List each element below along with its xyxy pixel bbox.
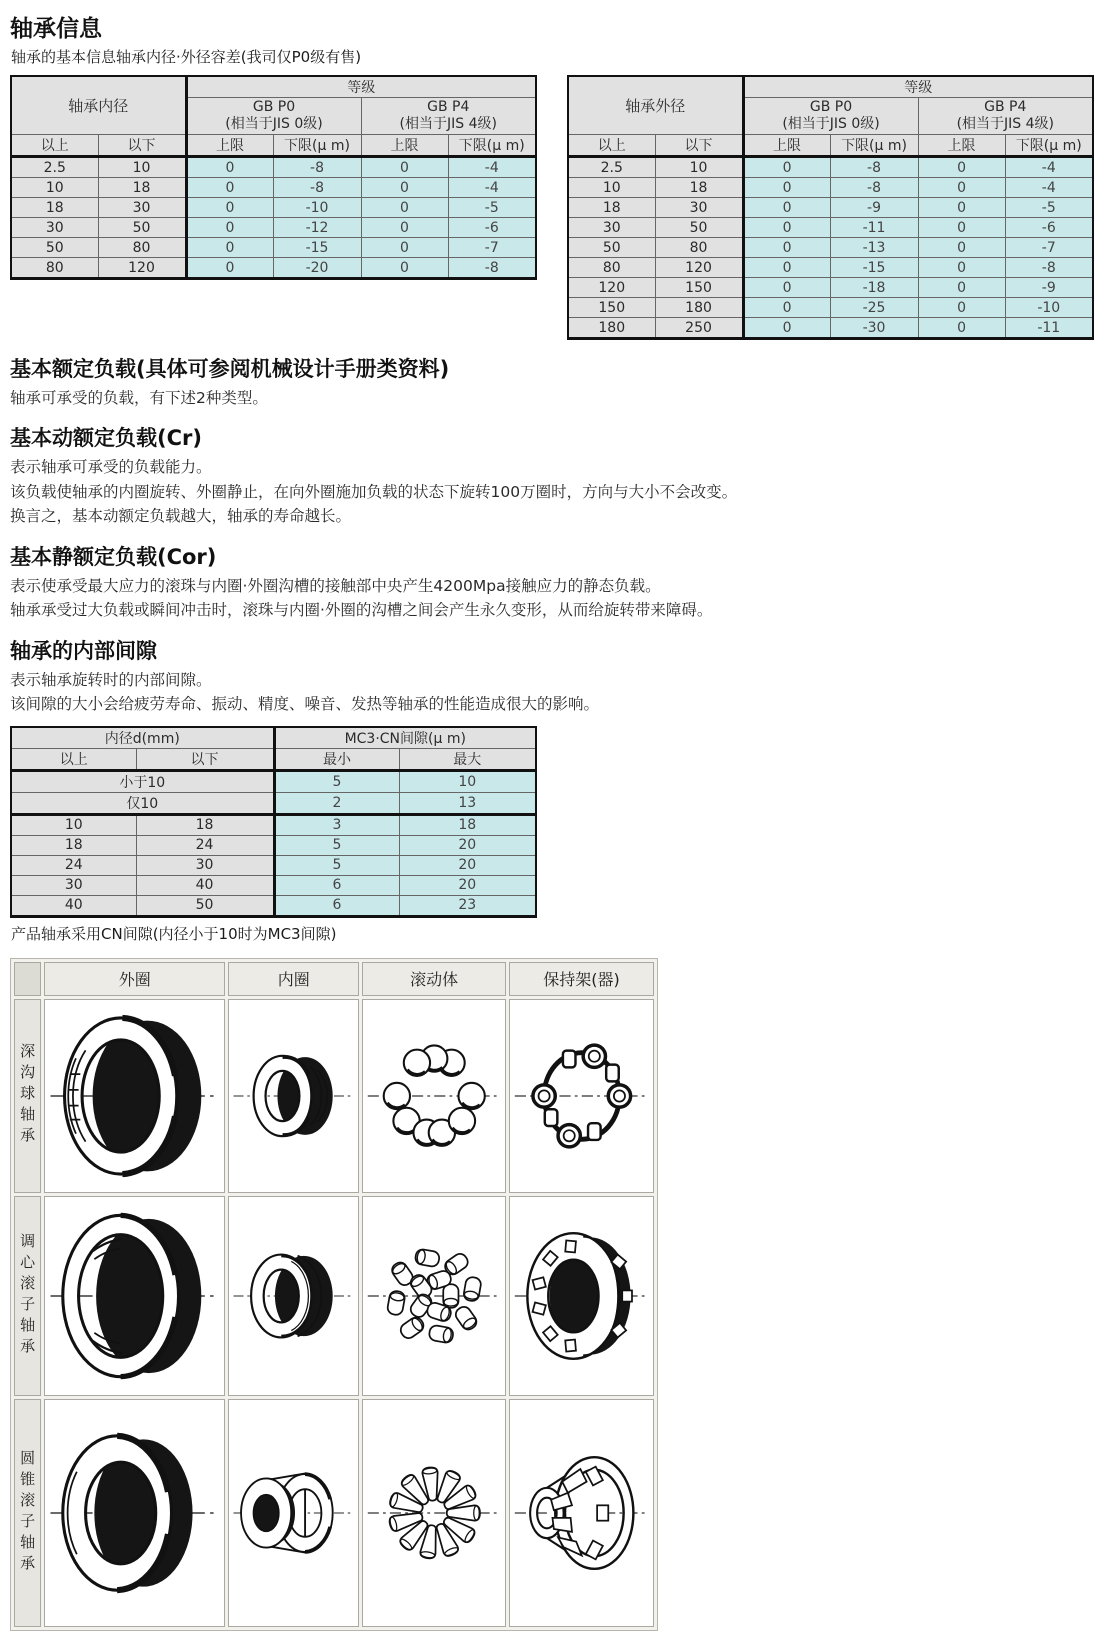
table-row: [11, 855, 536, 875]
section-dynamic-load: [10, 422, 1090, 527]
cell: 10: [655, 157, 743, 178]
span-row: [11, 792, 536, 814]
cell: 仅10: [11, 792, 274, 814]
col-upper: 上限: [743, 135, 830, 157]
cell: 0: [743, 157, 830, 178]
paragraph: 换言之，基本动额定负载越大，轴承的寿命越长。: [10, 507, 352, 526]
cell: -9: [830, 198, 918, 218]
cell: -6: [1005, 218, 1093, 238]
cell: 0: [743, 258, 830, 278]
cell: -6: [448, 218, 536, 238]
table-row: [568, 178, 1093, 198]
component-header-row: [14, 962, 654, 996]
cell: -13: [830, 238, 918, 258]
cell: -4: [1005, 157, 1093, 178]
cell: 0: [186, 218, 273, 238]
cell: 0: [186, 178, 273, 198]
cell: 2: [274, 792, 399, 814]
cell: 180: [655, 298, 743, 318]
cell: 10: [11, 178, 98, 198]
cell: 0: [743, 238, 830, 258]
cell: 50: [568, 238, 655, 258]
paragraph: 轴承可承受的负载，有下述2种类型。: [10, 389, 268, 407]
cell: 0: [743, 178, 830, 198]
cell: 0: [361, 258, 448, 279]
cell: 0: [361, 218, 448, 238]
cell: 80: [98, 238, 186, 258]
table-row: [568, 318, 1093, 339]
col-max: 最大: [399, 748, 536, 770]
table-row: [568, 278, 1093, 298]
cell: 10: [11, 814, 136, 835]
cell: -4: [448, 178, 536, 198]
cell: 0: [918, 218, 1005, 238]
outer-table-body: [568, 157, 1093, 339]
deep-groove-cage-image: [512, 1002, 652, 1190]
cell: -20: [273, 258, 361, 279]
gbp4-cell: GB P4 (相当于JIS 4级): [361, 98, 536, 135]
cell: -8: [830, 157, 918, 178]
tapered-inner-ring-image: [231, 1402, 357, 1624]
table-title-cell: 轴承内径: [11, 76, 186, 135]
cell: 18: [11, 198, 98, 218]
deep-groove-balls-image: [365, 1002, 504, 1190]
cell: -10: [273, 198, 361, 218]
cell: 18: [399, 814, 536, 835]
col-header-cage: 保持架(器): [509, 962, 654, 996]
table-row: [11, 895, 536, 916]
grade-header-row: [11, 76, 536, 98]
cell: 0: [361, 157, 448, 178]
cell: 3: [274, 814, 399, 835]
table-row: [568, 218, 1093, 238]
cell: 6: [274, 895, 399, 916]
cell: 0: [743, 298, 830, 318]
cell: 50: [136, 895, 274, 916]
cell: 150: [568, 298, 655, 318]
cell: 5: [274, 770, 399, 792]
cell: -8: [273, 157, 361, 178]
clearance-note: 产品轴承采用CN间隙(内径小于10时为MC3间隙): [11, 924, 337, 943]
cell: -18: [830, 278, 918, 298]
cell: 30: [655, 198, 743, 218]
gbp0-cell: GB P0 (相当于JIS 0级): [743, 98, 918, 135]
component-row-spherical-roller: [14, 1196, 654, 1396]
tapered-cage-image: [512, 1402, 652, 1624]
cell: 50: [11, 238, 98, 258]
cell: 0: [186, 258, 273, 279]
column-header-row: [11, 748, 536, 770]
table-row: [568, 157, 1093, 178]
col-upper: 上限: [186, 135, 273, 157]
cell: 10: [98, 157, 186, 178]
cell: -12: [273, 218, 361, 238]
cell: 0: [186, 157, 273, 178]
cell: 80: [11, 258, 98, 279]
cell: -15: [830, 258, 918, 278]
col-under: 以下: [98, 135, 186, 157]
diameter-header-cell: 内径d(mm): [11, 727, 274, 749]
cell: 0: [361, 198, 448, 218]
spherical-roller-inner-ring-image: [231, 1199, 357, 1393]
cell: 18: [11, 835, 136, 855]
table-row: [568, 258, 1093, 278]
cell: 0: [918, 178, 1005, 198]
cell: 24: [11, 855, 136, 875]
cell: 2.5: [11, 157, 98, 178]
table-row: [568, 238, 1093, 258]
table-row: [568, 298, 1093, 318]
spherical-rollers-image: [365, 1199, 504, 1393]
cell: 18: [136, 814, 274, 835]
cell: 30: [11, 875, 136, 895]
cell: 30: [136, 855, 274, 875]
cell: -4: [1005, 178, 1093, 198]
section-static-load: [10, 541, 1090, 622]
cell: 0: [361, 238, 448, 258]
clearance-table: [10, 726, 537, 918]
outer-diameter-tolerance-table: [567, 75, 1094, 340]
table-row: [11, 875, 536, 895]
cell: 150: [655, 278, 743, 298]
page-subtitle: 轴承的基本信息轴承内径·外径容差(我司仅P0级有售): [11, 48, 362, 66]
inner-table-body: [11, 157, 536, 279]
col-lower: 下限(μ m): [273, 135, 361, 157]
inner-diameter-tolerance-table: [10, 75, 537, 280]
cell: -9: [1005, 278, 1093, 298]
tolerance-tables-row: [10, 75, 1090, 340]
cell: 0: [743, 318, 830, 339]
column-header-row: [11, 135, 536, 157]
cell: -15: [273, 238, 361, 258]
cell: 0: [186, 238, 273, 258]
cell: 0: [918, 278, 1005, 298]
row-label-deep-groove: 深沟球轴承: [14, 999, 41, 1193]
cell: -10: [1005, 298, 1093, 318]
cell: 18: [98, 178, 186, 198]
cell: -11: [1005, 318, 1093, 339]
cell: 23: [399, 895, 536, 916]
cell: 0: [918, 298, 1005, 318]
table-row: [11, 218, 536, 238]
cell: 20: [399, 835, 536, 855]
cell: 5: [274, 855, 399, 875]
paragraph: 表示轴承旋转时的内部间隙。: [10, 670, 212, 689]
cell: 0: [918, 157, 1005, 178]
cell: 120: [568, 278, 655, 298]
table-row: [11, 814, 536, 835]
cell: 0: [918, 198, 1005, 218]
cell: 50: [98, 218, 186, 238]
section-heading: 轴承的内部间隙: [10, 638, 157, 663]
tapered-rollers-image: [365, 1402, 504, 1624]
col-under: 以下: [136, 748, 274, 770]
section-internal-clearance: [10, 635, 1090, 716]
col-lower: 下限(μ m): [830, 135, 918, 157]
deep-groove-outer-ring-image: [47, 1002, 222, 1190]
mc-header-cell: MC3·CN间隙(μ m): [274, 727, 536, 749]
section-heading: 基本额定负载(具体可参阅机械设计手册类资料): [10, 357, 450, 381]
cell: 80: [655, 238, 743, 258]
row-label-spherical-roller: 调心滚子轴承: [14, 1196, 41, 1396]
cell: 0: [743, 278, 830, 298]
cell: 30: [568, 218, 655, 238]
spherical-roller-cage-image: [512, 1199, 652, 1393]
clearance-header-row: [11, 727, 536, 749]
cell: 2.5: [568, 157, 655, 178]
spherical-roller-outer-ring-image: [47, 1199, 222, 1393]
clearance-table-body: [11, 814, 536, 916]
cell: 120: [98, 258, 186, 279]
cell: 13: [399, 792, 536, 814]
page-title: 轴承信息: [10, 16, 102, 42]
cell: 18: [655, 178, 743, 198]
column-header-row: [568, 135, 1093, 157]
cell: 180: [568, 318, 655, 339]
cell: 小于10: [11, 770, 274, 792]
paragraph: 该负载使轴承的内圈旋转、外圈静止，在向外圈施加负载的状态下旋转100万圈时，方向与大小不会改变。: [10, 482, 738, 501]
cell: 50: [655, 218, 743, 238]
table-row: [568, 198, 1093, 218]
cell: 250: [655, 318, 743, 339]
table-row: [11, 258, 536, 279]
cell: 0: [918, 238, 1005, 258]
cell: -5: [448, 198, 536, 218]
cell: 10: [399, 770, 536, 792]
grade-cell: 等级: [186, 76, 536, 98]
paragraph: 表示使承受最大应力的滚珠与内圈·外圈沟槽的接触部中央产生4200Mpa接触应力的静态负载。: [10, 576, 661, 595]
cell: -7: [448, 238, 536, 258]
cell: 30: [11, 218, 98, 238]
table-row: [11, 835, 536, 855]
cell: -4: [448, 157, 536, 178]
paragraph: 表示轴承可承受的负载能力。: [10, 458, 212, 477]
cell: 0: [918, 258, 1005, 278]
cell: 0: [743, 218, 830, 238]
grade-header-row: [568, 76, 1093, 98]
cell: 120: [655, 258, 743, 278]
col-header-outer-ring: 外圈: [44, 962, 225, 996]
gbp0-cell: GB P0 (相当于JIS 0级): [186, 98, 361, 135]
col-header-inner-ring: 内圈: [228, 962, 359, 996]
col-header-rolling-elements: 滚动体: [362, 962, 506, 996]
gbp4-cell: GB P4 (相当于JIS 4级): [918, 98, 1093, 135]
section-heading: 基本动额定负载(Cr): [10, 426, 202, 451]
cell: 10: [568, 178, 655, 198]
cell: 0: [186, 198, 273, 218]
col-lower: 下限(μ m): [1005, 135, 1093, 157]
paragraph: 轴承承受过大负载或瞬间冲击时，滚珠与内圈·外圈的沟槽之间会产生永久变形，从而给旋转带来障碍。: [10, 601, 713, 620]
component-row-tapered-roller: [14, 1399, 654, 1627]
cell: 24: [136, 835, 274, 855]
cell: 0: [918, 318, 1005, 339]
section-basic-load: [10, 353, 1090, 409]
corner-cell: [14, 962, 41, 996]
table-row: [11, 198, 536, 218]
col-lower: 下限(μ m): [448, 135, 536, 157]
cell: -11: [830, 218, 918, 238]
component-row-deep-groove: [14, 999, 654, 1193]
cell: 0: [361, 178, 448, 198]
cell: 5: [274, 835, 399, 855]
col-over: 以上: [11, 135, 98, 157]
cell: 0: [743, 198, 830, 218]
cell: 6: [274, 875, 399, 895]
col-upper: 上限: [361, 135, 448, 157]
span-row: [11, 770, 536, 792]
cell: -25: [830, 298, 918, 318]
table-title-cell: 轴承外径: [568, 76, 743, 135]
row-label-tapered-roller: 圆锥滚子轴承: [14, 1399, 41, 1627]
cell: -30: [830, 318, 918, 339]
paragraph: 该间隙的大小会给疲劳寿命、振动、精度、噪音、发热等轴承的性能造成很大的影响。: [10, 695, 600, 714]
cell: 20: [399, 855, 536, 875]
cell: -7: [1005, 238, 1093, 258]
bearing-components-table: [10, 958, 658, 1631]
col-min: 最小: [274, 748, 399, 770]
col-over: 以上: [568, 135, 655, 157]
table-row: [11, 178, 536, 198]
deep-groove-inner-ring-image: [231, 1002, 357, 1190]
table-row: [11, 238, 536, 258]
cell: 20: [399, 875, 536, 895]
tapered-outer-ring-image: [47, 1402, 222, 1624]
table-row: [11, 157, 536, 178]
cell: -8: [830, 178, 918, 198]
cell: 30: [98, 198, 186, 218]
cell: 80: [568, 258, 655, 278]
cell: -5: [1005, 198, 1093, 218]
cell: 18: [568, 198, 655, 218]
cell: 40: [11, 895, 136, 916]
cell: -8: [1005, 258, 1093, 278]
col-upper: 上限: [918, 135, 1005, 157]
grade-cell: 等级: [743, 76, 1093, 98]
col-over: 以上: [11, 748, 136, 770]
cell: -8: [273, 178, 361, 198]
cell: 40: [136, 875, 274, 895]
cell: -8: [448, 258, 536, 279]
section-heading: 基本静额定负载(Cor): [10, 544, 217, 569]
col-under: 以下: [655, 135, 743, 157]
